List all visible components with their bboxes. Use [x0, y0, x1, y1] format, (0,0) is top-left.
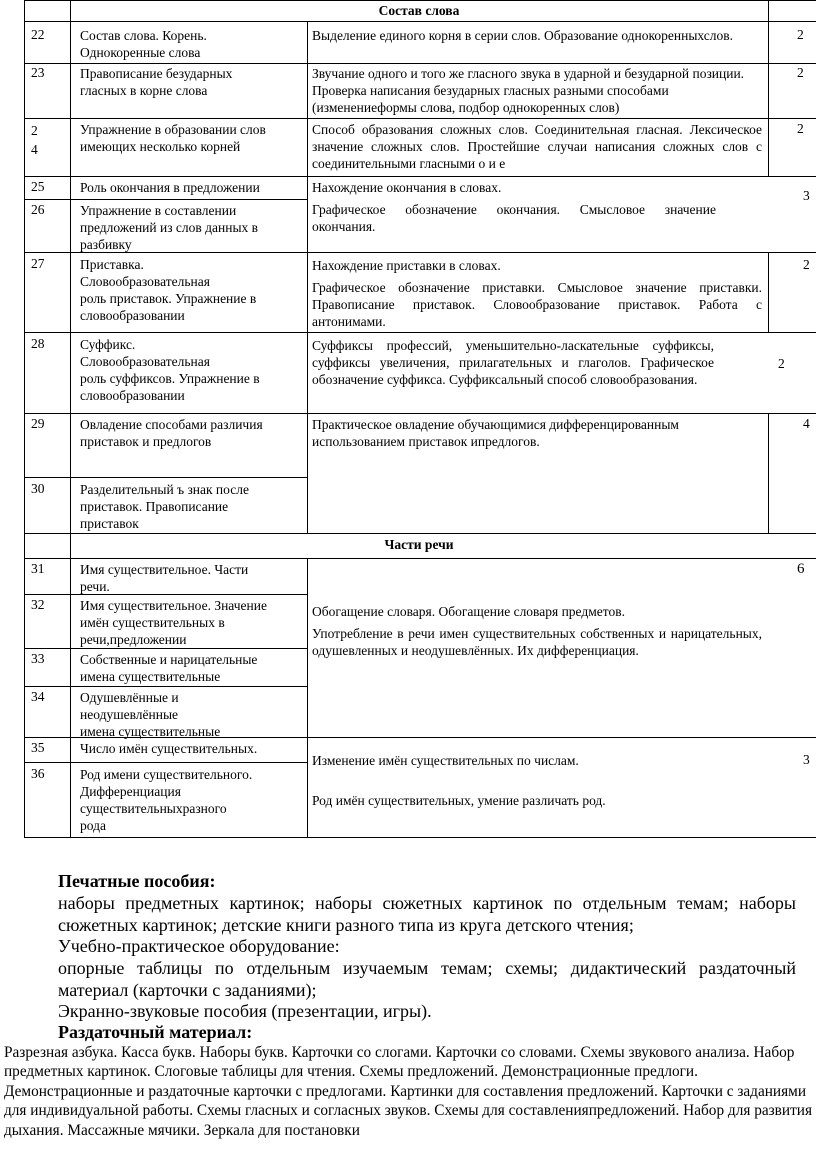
row-number: 32: [31, 597, 45, 612]
row-content: Выделение единого корня в серии слов. Образование однокоренныхслов.: [312, 28, 733, 43]
section-title-word-composition: Состав слова: [378, 3, 460, 18]
row-topic: Правописание безударных гласных в корне слова: [80, 66, 233, 98]
row-number: 30: [31, 481, 45, 496]
row-topic: Приставка. Словообразовательная роль приставок. Упражнение в словообразовании: [80, 257, 257, 323]
row-content: Нахождение окончания в словах.: [312, 180, 502, 195]
section-title-parts-of-speech: Части речи: [384, 537, 454, 552]
row-number: 29: [31, 416, 45, 431]
row-topic: Род имени существительного. Дифференциация существительныхразного рода: [80, 767, 253, 833]
row-hours: 2: [778, 356, 785, 371]
row-topic: Имя существительное. Части речи.: [80, 562, 249, 594]
handout-text: Разрезная азбука. Касса букв. Наборы букв. Карточки со слогами. Карточки со словами. Схемы звукового анализа. Набор предметных картинок. Слоговые таблицы для чтения. Схемы предложений. Демонстрационные предлоги. Демонстрационные и раздаточные карточки с предлогами. Картинки для составления предложений. Карточки с заданиями для индивидуальной работы. Схемы гласных и согласных звуков. Схемы для составленияпредложений. Набор для развития дыхания. Массажные мячики. Зеркала для постановки: [4, 1044, 812, 1139]
equipment-text: опорные таблицы по отдельным изучаемым темам; схемы; дидактический раздаточный материал (карточки с заданиями);: [58, 958, 796, 1000]
group-content: Обогащение словаря. Обогащение словаря предметов.: [312, 604, 625, 619]
row-content: Суффиксы профессий, уменьшительно-ласкательные суффиксы, суффиксы увеличения, прилагательных и глаголов. Графическое обозначение суффикса. Суффиксальный способ словообразования.: [312, 338, 714, 387]
row-number: 34: [31, 689, 45, 704]
row-hours: 2: [797, 121, 804, 136]
row-hours: 3: [803, 188, 810, 203]
row-content: Нахождение приставки в словах.: [312, 258, 501, 273]
row-number: 36: [31, 766, 45, 781]
row-number: 27: [31, 256, 45, 271]
row-topic: Имя существительное. Значение имён существительных в речи,предложении: [80, 598, 267, 647]
row-content: Графическое обозначение окончания. Смысловое значение окончания.: [312, 202, 716, 234]
row-content: Звучание одного и того же гласного звука в ударной и безударной позиции. Проверка написания безударных гласных разными способами (изменениеформы слова, подбор однокоренных слов): [312, 66, 745, 115]
row-number: 22: [31, 27, 45, 42]
row-hours: 2: [803, 257, 810, 272]
row-hours: 4: [803, 416, 810, 431]
row-topic: Одушевлённые и неодушевлённые имена существительные: [80, 690, 221, 739]
row-number: 25: [31, 179, 45, 194]
group-content: Род имён существительных, умение различать род.: [312, 793, 606, 808]
row-number: 35: [31, 740, 45, 755]
group-content: Употребление в речи имен существительных собственных и нарицательных, одушевленных и неодушевлённых. Их дифференциация.: [312, 626, 762, 658]
row-topic: Состав слова. Корень. Однокоренные слова: [80, 28, 207, 60]
row-topic: Роль окончания в предложении: [80, 180, 260, 195]
row-number: 23: [31, 65, 45, 80]
row-number: 28: [31, 336, 45, 351]
row-topic: Овладение способами различия приставок и предлогов: [80, 417, 263, 449]
group-hours: 3: [803, 752, 810, 767]
group-hours: 6: [797, 561, 805, 577]
audiovisual-text: Экранно-звуковые пособия (презентации, игры).: [58, 1001, 432, 1021]
row-topic: Число имён существительных.: [80, 741, 258, 756]
handout-heading: Раздаточный материал:: [58, 1022, 253, 1042]
row-topic: Упражнение в составлении предложений из слов данных в разбивку: [80, 203, 259, 252]
row-number: 31: [31, 561, 45, 576]
row-hours: 2: [797, 27, 804, 42]
row-topic: Суффикс. Словообразовательная роль суффиксов. Упражнение в словообразовании: [80, 337, 260, 403]
row-content: Способ образования сложных слов. Соединительная гласная. Лексическое значение сложных слов. Простейшие случаи написания сложных слов с соединительными гласными о и е: [312, 122, 762, 171]
row-hours: 2: [797, 65, 804, 80]
row-number: 33: [31, 651, 45, 666]
printed-materials-text: наборы предметных картинок; наборы сюжетных картинок по отдельным темам; наборы сюжетных картинок; детские книги разного типа из круга детского чтения;: [58, 893, 796, 935]
row-topic: Разделительный ъ знак после приставок. Правописание приставок: [80, 482, 249, 531]
row-topic: Собственные и нарицательные имена существительные: [80, 652, 258, 684]
group-content: Изменение имён существительных по числам.: [312, 753, 579, 768]
row-topic: Упражнение в образовании слов имеющих несколько корней: [80, 122, 266, 154]
row-content: Графическое обозначение приставки. Смысловое значение приставки. Правописание приставок. Словообразование приставок. Работа с антонимами.: [312, 280, 762, 329]
row-number: 26: [31, 202, 45, 217]
equipment-heading: Учебно-практическое оборудование:: [58, 936, 340, 956]
printed-materials-heading: Печатные пособия:: [58, 871, 216, 891]
row-number: 2 4: [31, 123, 38, 157]
row-content: Практическое овладение обучающимися дифференцированным использованием приставок ипредлогов.: [312, 417, 679, 449]
